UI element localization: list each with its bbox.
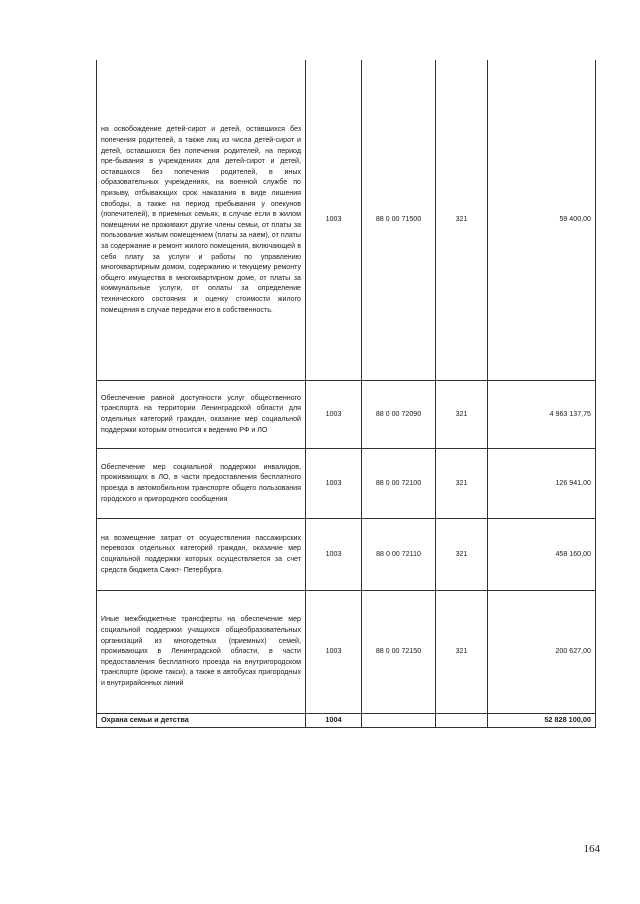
row-amount: 458 160,00 [488, 518, 596, 590]
row-amount: 126 941,00 [488, 448, 596, 518]
row-expense-type: 321 [436, 380, 488, 448]
table-row [97, 590, 596, 713]
row-amount: 200 627,00 [488, 590, 596, 713]
row-expense-type: 321 [436, 590, 488, 713]
row-section-code: 1003 [306, 518, 362, 590]
row-description: на освобождение детей-сирот и детей, оставшихся без попечения родителей, а также лиц из числа детей-сирот и детей, оставшихся без попечения родителей, на период пре-бывания в учреждениях для детей-сирот и детей, оставшихся без попечения родителей, в иных образовательных учреждениях, на военной службе по призыву, отбывающих срок наказания в виде лишения свободы, а также на период пребывания у опекунов (попечителей), в приемных семьях, в случае если в жилом помещении не проживают другие члены семьи, от платы за пользование жилым помещением (платы за наем), от платы за содержание и ремонт жилого помещения, включающей в себя плату за услуги и работы по управлению многоквартирным домом, содержанию и текущему ремонту общего имущества в многоквартирном доме, от платы за коммунальные услуги, от оплаты за определение технического состояния и оценку стоимости жилого помещения в случае передачи его в собственность. [97, 60, 306, 380]
row-description: Обеспечение равной доступности услуг общественного транспорта на территории Ленинградской области для отдельных категорий граждан, оказание мер социальной поддержки которым относится к ведению РФ и ЛО [97, 380, 306, 448]
page-number: 164 [583, 843, 600, 855]
row-section-code: 1003 [306, 60, 362, 380]
row-target-code: 88 0 00 71500 [362, 60, 436, 380]
row-description: Иные межбюджетные трансферты на обеспечение мер социальной поддержки учащихся общеобразовательных организаций из многодетных (приемных) семей, проживающих в Ленинградской области, в части предоставления бесплатного проезда на внутригородском транспорте (кроме такси), а также в автобусах пригородных и внутрирайонных линий [97, 590, 306, 713]
total-row [97, 713, 596, 727]
total-amount: 52 828 100,00 [488, 713, 596, 727]
row-description: на возмещение затрат от осуществления пассажирских перевозок отдельных категорий граждан, оказание мер социальной поддержки которых осуществляется за счет средств бюджета Санкт- Петербурга. [97, 518, 306, 590]
row-expense-type: 321 [436, 448, 488, 518]
total-description: Охрана семьи и детства [97, 713, 306, 727]
row-section-code: 1003 [306, 380, 362, 448]
total-expense-type [436, 713, 488, 727]
table-row [97, 380, 596, 448]
row-section-code: 1003 [306, 590, 362, 713]
table-row [97, 448, 596, 518]
row-expense-type: 321 [436, 518, 488, 590]
row-description: Обеспечение мер социальной поддержки инвалидов, проживающих в ЛО, в части предоставления бесплатного проезда в автомобильном транспорте общего пользования городского и пригородного сообщения [97, 448, 306, 518]
row-amount: 59 400,00 [488, 60, 596, 380]
table-row [97, 518, 596, 590]
row-target-code: 88 0 00 72100 [362, 448, 436, 518]
total-section-code: 1004 [306, 713, 362, 727]
row-amount: 4 963 137,75 [488, 380, 596, 448]
row-target-code: 88 0 00 72090 [362, 380, 436, 448]
row-expense-type: 321 [436, 60, 488, 380]
total-target-code [362, 713, 436, 727]
row-target-code: 88 0 00 72110 [362, 518, 436, 590]
row-section-code: 1003 [306, 448, 362, 518]
budget-table [96, 60, 596, 728]
table-row [97, 60, 596, 380]
row-target-code: 88 0 00 72150 [362, 590, 436, 713]
